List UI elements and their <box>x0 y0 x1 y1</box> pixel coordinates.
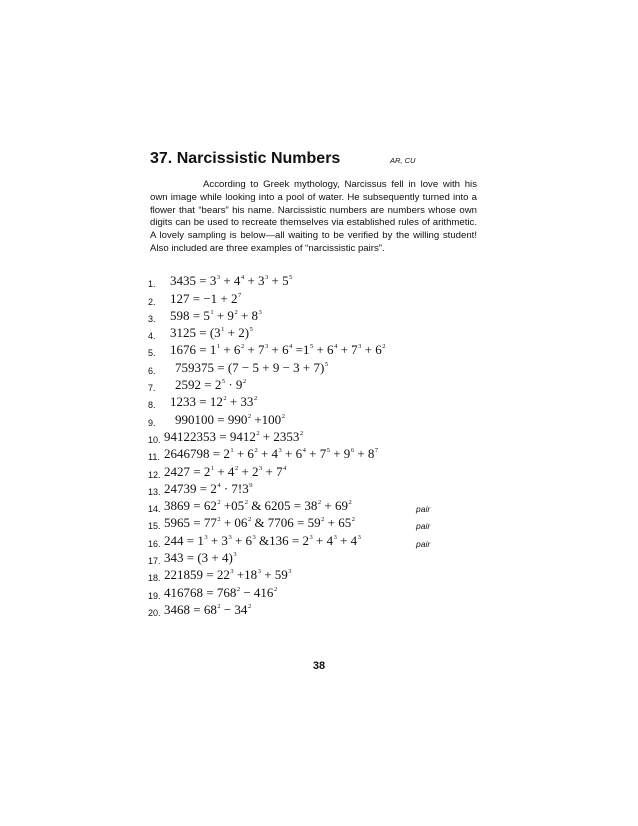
equation-number: 2. <box>148 296 156 307</box>
equation-expression <box>164 429 303 445</box>
exponent: 4 <box>302 447 306 455</box>
equation-item <box>148 291 478 308</box>
equation-term: · 9 <box>225 377 243 393</box>
exponent: 2 <box>273 585 278 593</box>
equation-list <box>148 274 478 620</box>
equation-term: + 9 <box>213 307 234 323</box>
exponent: 2 <box>299 429 304 437</box>
equation-term: + 33 <box>226 394 254 410</box>
exponent: 2 <box>253 395 258 403</box>
equation-expression <box>170 273 292 289</box>
equation-term: + 06 <box>220 515 248 531</box>
exponent: 4 <box>334 343 338 351</box>
exponent: 2 <box>217 499 221 507</box>
exponent: 2 <box>281 412 285 420</box>
exponent: 9 <box>249 481 253 489</box>
exponent: 3 <box>216 274 221 282</box>
equation-term: + 3 <box>207 532 228 548</box>
equation-number: 10. <box>148 434 161 445</box>
equation-term: 24739 = 2 <box>164 480 217 496</box>
exponent: 3 <box>233 551 237 559</box>
equation-term: 3125 = (3 <box>170 325 221 341</box>
equation-number: 8. <box>148 400 156 411</box>
exponent: 2 <box>234 308 238 316</box>
equation-term: =1 <box>292 342 310 358</box>
equation-expression <box>175 412 285 428</box>
pair-label: pair <box>416 521 431 532</box>
equation-item <box>148 585 478 602</box>
exponent: 3 <box>265 343 269 351</box>
exponent: 3 <box>252 533 256 541</box>
equation-term: + 6 <box>313 342 334 358</box>
equation-term: 5965 = 77 <box>164 515 217 531</box>
exponent: 1 <box>230 447 234 455</box>
exponent: 5 <box>249 326 253 334</box>
equation-number: 11. <box>148 452 160 463</box>
equation-expression <box>164 602 251 618</box>
equation-number: 1. <box>148 279 156 290</box>
pair-label: pair <box>416 504 431 515</box>
exponent: 4 <box>240 274 245 282</box>
equation-item <box>148 482 478 499</box>
exponent: 2 <box>247 412 252 420</box>
equation-expression <box>164 550 237 566</box>
equation-expression <box>170 291 241 307</box>
exponent: 3 <box>357 533 361 541</box>
exponent: 2 <box>240 343 245 351</box>
equation-item <box>148 309 478 326</box>
equation-number: 16. <box>148 538 161 549</box>
equation-number: 6. <box>148 365 156 376</box>
equation-item <box>148 412 478 429</box>
exponent: 3 <box>259 464 263 472</box>
equation-term: 598 = 5 <box>170 307 210 323</box>
exponent: 2 <box>236 585 241 593</box>
exponent: 2 <box>351 516 355 524</box>
exponent: 5 <box>309 343 314 351</box>
equation-number: 3. <box>148 313 156 324</box>
equation-term: + 4 <box>214 463 235 479</box>
equation-term: + 9 <box>329 446 351 462</box>
equation-expression <box>164 585 277 601</box>
equation-item <box>148 516 478 533</box>
equation-item <box>148 568 478 585</box>
exponent: 3 <box>257 568 261 576</box>
exponent: 3 <box>230 568 234 576</box>
author-initials: AR, CU <box>390 156 416 165</box>
equation-number: 15. <box>148 521 161 532</box>
exponent: 5 <box>221 378 226 386</box>
equation-term: + 6 <box>220 342 241 358</box>
exponent: 2 <box>382 343 386 351</box>
equation-item <box>148 395 478 412</box>
equation-expression <box>170 308 262 324</box>
equation-number: 4. <box>148 331 156 342</box>
equation-item <box>148 274 478 291</box>
exponent: 1 <box>210 464 215 472</box>
exponent: 2 <box>247 516 252 524</box>
exponent: 2 <box>234 464 239 472</box>
exponent: 4 <box>217 481 221 489</box>
equation-term: + 3 <box>244 273 265 289</box>
exponent: 7 <box>238 291 242 299</box>
equation-item <box>148 464 478 481</box>
section-header <box>150 150 480 172</box>
exponent: 5 <box>324 360 329 368</box>
equation-term: + 4 <box>336 532 358 548</box>
equation-item <box>148 360 478 377</box>
exponent: 2 <box>317 499 322 507</box>
exponent: 2 <box>242 378 247 386</box>
equation-item <box>148 447 478 464</box>
equation-number: 12. <box>148 469 161 480</box>
equation-expression <box>170 342 386 358</box>
equation-expression <box>164 464 286 480</box>
exponent: 3 <box>204 533 208 541</box>
equation-term: + 6 <box>231 532 253 548</box>
equation-item <box>148 343 478 360</box>
equation-term: + 7 <box>305 446 327 462</box>
equation-number: 9. <box>148 417 156 428</box>
equation-item <box>148 326 478 343</box>
equation-term: 990100 = 990 <box>175 411 248 427</box>
equation-term: + 7 <box>337 342 358 358</box>
equation-expression <box>164 481 253 497</box>
equation-number: 13. <box>148 486 161 497</box>
exponent: 1 <box>210 308 214 316</box>
exponent: 3 <box>309 533 313 541</box>
equation-term: +05 <box>220 498 245 514</box>
equation-term: 2592 = 2 <box>175 377 222 393</box>
equation-term: + 2353 <box>259 428 300 444</box>
exponent: 2 <box>217 602 221 610</box>
equation-term: + 69 <box>321 498 348 514</box>
equation-term: +18 <box>233 567 258 583</box>
equation-term: + 4 <box>220 273 241 289</box>
equation-term: 2427 = 2 <box>164 463 211 479</box>
equation-term: + 5 <box>268 273 289 289</box>
equation-term: 1676 = 1 <box>170 342 217 358</box>
equation-term: + 7 <box>262 463 283 479</box>
exponent: 3 <box>288 568 292 576</box>
equation-term: + 6 <box>268 342 289 358</box>
exponent: 3 <box>228 533 232 541</box>
equation-expression <box>164 515 355 531</box>
equation-number: 5. <box>148 348 156 359</box>
equation-term: + 4 <box>257 446 279 462</box>
exponent: 2 <box>244 499 248 507</box>
exponent: 4 <box>289 343 293 351</box>
equation-term: 2646798 = 2 <box>164 446 230 462</box>
equation-number: 18. <box>148 573 161 584</box>
equation-term: 3468 = 68 <box>164 601 217 617</box>
equation-expression <box>175 360 328 376</box>
exponent: 3 <box>333 533 337 541</box>
equation-term: 3435 = 3 <box>170 273 217 289</box>
equation-term: + 6 <box>361 342 382 358</box>
equation-item <box>148 430 478 447</box>
exponent: 2 <box>254 447 258 455</box>
equation-item <box>148 378 478 395</box>
equation-number: 20. <box>148 607 161 618</box>
equation-term: + 4 <box>312 532 334 548</box>
equation-term: + 8 <box>354 446 375 462</box>
exponent: 2 <box>256 429 260 437</box>
equation-term: 416768 = 768 <box>164 584 237 600</box>
equation-term: − 416 <box>240 584 274 600</box>
equation-term: · 7!3 <box>220 480 249 496</box>
equation-expression <box>164 498 352 514</box>
equation-term: & 7706 = 59 <box>251 515 321 531</box>
equation-term: + 6 <box>281 446 303 462</box>
equation-term: + 6 <box>233 446 254 462</box>
exponent: 5 <box>326 447 330 455</box>
exponent: 5 <box>289 274 293 282</box>
equation-term: 1233 = 12 <box>170 394 223 410</box>
equation-term: 759375 = (7 − 5 + 9 − 3 + 7) <box>175 359 325 375</box>
exponent: 6 <box>350 447 355 455</box>
exponent: 2 <box>321 516 325 524</box>
equation-term: +100 <box>251 411 282 427</box>
exponent: 7 <box>374 447 379 455</box>
section-title: 37. Narcissistic Numbers <box>150 150 341 167</box>
equation-term: 244 = 1 <box>164 532 204 548</box>
equation-number: 14. <box>148 504 161 515</box>
equation-term: + 59 <box>260 567 288 583</box>
pair-label: pair <box>416 538 431 549</box>
exponent: 3 <box>278 447 282 455</box>
equation-item <box>148 533 478 550</box>
equation-term: 127 = −1 + 2 <box>170 290 238 306</box>
equation-expression <box>164 567 292 583</box>
equation-term: − 34 <box>220 601 248 617</box>
equation-item <box>148 551 478 568</box>
equation-expression <box>170 394 257 410</box>
equation-term: + 2 <box>238 463 259 479</box>
equation-term: + 65 <box>324 515 352 531</box>
equation-expression <box>164 446 378 462</box>
equation-term: &136 = 2 <box>255 532 309 548</box>
equation-term: & 6205 = 38 <box>247 498 318 514</box>
exponent: 3 <box>358 343 362 351</box>
equation-item <box>148 499 478 516</box>
equation-term: + 8 <box>237 307 259 323</box>
exponent: 2 <box>223 395 227 403</box>
equation-number: 7. <box>148 383 156 394</box>
exponent: 2 <box>217 516 221 524</box>
equation-term: 221859 = 22 <box>164 567 230 583</box>
exponent: 2 <box>247 602 252 610</box>
equation-term: 3869 = 62 <box>164 498 217 514</box>
exponent: 4 <box>283 464 287 472</box>
equation-term: 343 = (3 + 4) <box>164 550 233 566</box>
equation-term: + 2) <box>224 325 250 341</box>
page-number: 38 <box>312 660 326 672</box>
exponent: 3 <box>258 308 262 316</box>
equation-term: + 7 <box>244 342 265 358</box>
equation-item <box>148 603 478 620</box>
equation-expression <box>175 377 246 393</box>
intro-paragraph: According to Greek mythology, Narcissus fell in love with his own image while looking into a pool of water. He subsequently turned into a flower that “bears” his name. Narcissistic numbers are numbers whose own digits can be used to recreate themselves via established rules of arithmetic. A lovely sampling is below—all waiting to be verified by the willing student! Also included are three examples of “narcissistic pairs”. <box>150 179 477 254</box>
equation-term: 94122353 = 9412 <box>164 428 256 444</box>
equation-number: 19. <box>148 590 161 601</box>
equation-number: 17. <box>148 556 161 567</box>
exponent: 1 <box>216 343 221 351</box>
exponent: 1 <box>221 326 225 334</box>
equation-expression <box>170 325 253 341</box>
exponent: 2 <box>348 499 352 507</box>
equation-expression <box>164 533 361 549</box>
exponent: 3 <box>265 274 269 282</box>
